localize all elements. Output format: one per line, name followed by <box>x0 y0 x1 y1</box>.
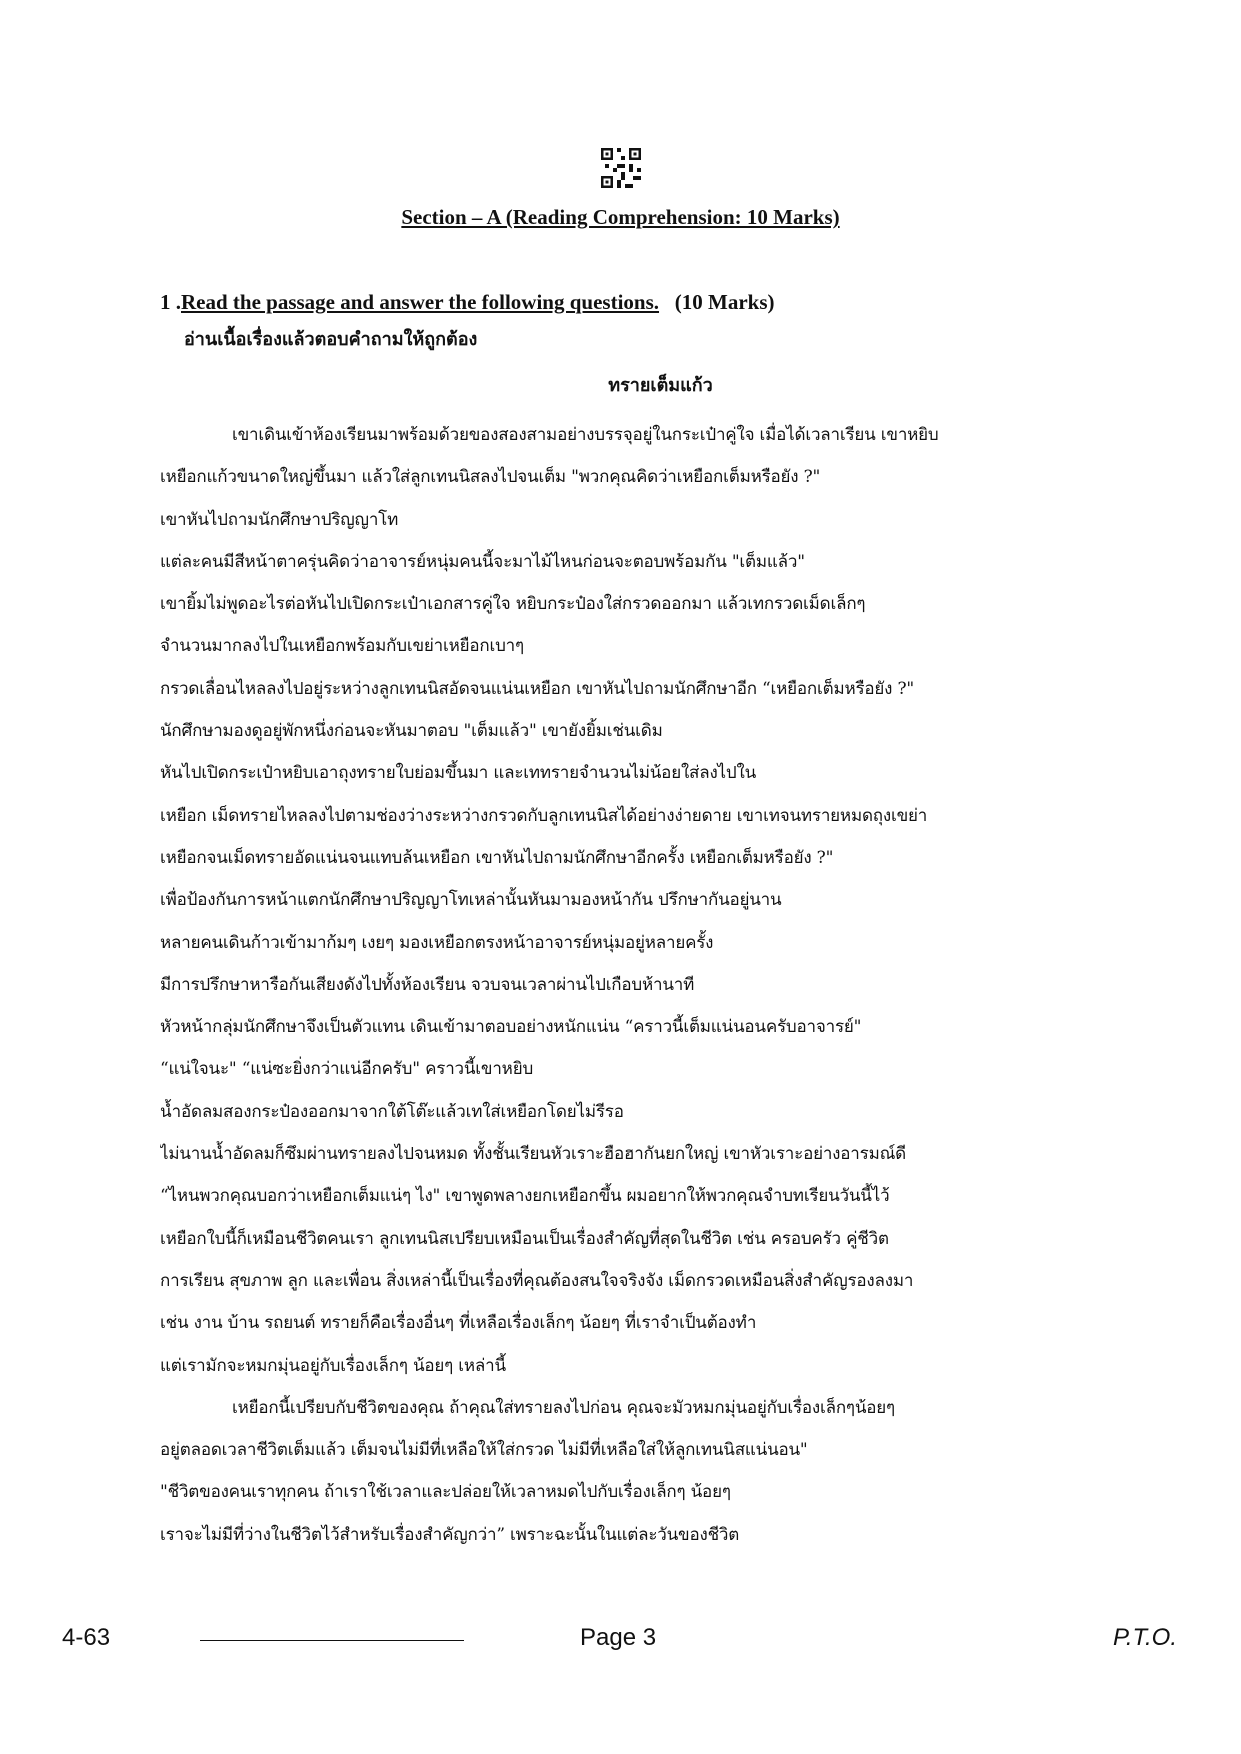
passage-line: “แน่ใจนะ" “แน่ซะยิ่งกว่าแน่อีกครับ" คราวนี้เขาหยิบ <box>160 1059 534 1080</box>
please-turn-over: P.T.O. <box>1112 1624 1177 1651</box>
passage-line: เขายิ้มไม่พูดอะไรต่อหันไปเปิดกระเป๋าเอกสารคู่ใจ หยิบกระป๋องใส่กรวดออกมา แล้วเทกรวดเม็ดเล็กๆ <box>160 594 866 615</box>
passage-line: "ชีวิตของคนเราทุกคน ถ้าเราใช้เวลาและปล่อยให้เวลาหมดไปกับเรื่องเล็กๆ น้อยๆ <box>160 1482 731 1503</box>
passage-line: อยู่ตลอดเวลาชีวิตเต็มแล้ว เต็มจนไม่มีที่เหลือให้ใส่กรวด ไม่มีที่เหลือใส่ให้ลูกเทนนิสแน่นอน" <box>160 1440 808 1461</box>
passage-line: แต่เรามักจะหมกมุ่นอยู่กับเรื่องเล็กๆ น้อยๆ เหล่านี้ <box>160 1355 506 1376</box>
qr-code-icon <box>601 148 641 188</box>
passage-line: เหยือกแก้วขนาดใหญ่ขึ้นมา แล้วใส่ลูกเทนนิสลงไปจนเต็ม "พวกคุณคิดว่าเหยือกเต็มหรือยัง ?" <box>160 467 821 488</box>
passage-line: หัวหน้ากลุ่มนักศึกษาจึงเป็นตัวแทน เดินเข้ามาตอบอย่างหนักแน่น “คราวนี้เต็มแน่นอนครับอาจารย์" <box>160 1017 862 1038</box>
passage <box>160 414 1100 1556</box>
passage-line: เราจะไม่มีที่ว่างในชีวิตไว้สำหรับเรื่องสำคัญกว่า” เพราะฉะนั้นในแต่ละวันของชีวิต <box>160 1524 740 1545</box>
passage-line: เหยือก เม็ดทรายไหลลงไปตามช่องว่างระหว่างกรวดกับลูกเทนนิสได้อย่างง่ายดาย เขาเทจนทรายหมดถุงเขย่า <box>160 805 928 826</box>
question-heading <box>160 290 775 315</box>
passage-line: เขาหันไปถามนักศึกษาปริญญาโท <box>160 509 399 530</box>
passage-line: เหยือกนี้เปรียบกับชีวิตของคุณ ถ้าคุณใส่ทรายลงไปก่อน คุณจะมัวหมกมุ่นอยู่กับเรื่องเล็กๆน้อยๆ <box>232 1397 895 1418</box>
passage-line: ไม่นานน้ำอัดลมก็ซึมผ่านทรายลงไปจนหมด ทั้งชั้นเรียนหัวเราะฮือฮากันยกใหญ่ เขาหัวเราะอย่างอารมณ์ดี <box>160 1144 906 1165</box>
passage-line: เขาเดินเข้าห้องเรียนมาพร้อมด้วยของสองสามอย่างบรรจุอยู่ในกระเป๋าคู่ใจ เมื่อได้เวลาเรียน เขาหยิบ <box>232 425 939 445</box>
passage-line: การเรียน สุขภาพ ลูก และเพื่อน สิ่งเหล่านี้เป็นเรื่องที่คุณต้องสนใจจริงจัง เม็ดกรวดเหมือนสิ่งสำคัญรองลงมา <box>160 1270 914 1291</box>
passage-line: นักศึกษามองดูอยู่พักหนึ่งก่อนจะหันมาตอบ "เต็มแล้ว" เขายังยิ้มเช่นเดิม <box>160 721 663 742</box>
passage-line: แต่ละคนมีสีหน้าตาครุ่นคิดว่าอาจารย์หนุ่มคนนี้จะมาไม้ไหนก่อนจะตอบพร้อมกัน "เต็มแล้ว" <box>160 551 805 572</box>
story-title: ทรายเต็มแก้ว <box>608 375 713 396</box>
question-number: 1 . <box>160 290 181 314</box>
question-thai-instruction: อ่านเนื้อเรื่องแล้วตอบคำถามให้ถูกต้อง <box>184 329 478 350</box>
exam-code: 4-63 <box>62 1624 111 1651</box>
passage-line: เช่น งาน บ้าน รถยนต์ ทรายก็คือเรื่องอื่นๆ ที่เหลือเรื่องเล็กๆ น้อยๆ ที่เราจำเป็นต้องทำ <box>160 1313 757 1334</box>
question-instruction: Read the passage and answer the following questions. <box>181 290 660 314</box>
passage-line: มีการปรึกษาหารือกันเสียงดังไปทั้งห้องเรียน จวบจนเวลาผ่านไปเกือบห้านาที <box>160 974 695 995</box>
passage-line: น้ำอัดลมสองกระป๋องออกมาจากใต้โต๊ะแล้วเทใส่เหยือกโดยไม่รีรอ <box>160 1101 624 1122</box>
passage-line: หันไปเปิดกระเป๋าหยิบเอาถุงทรายใบย่อมขึ้นมา และเททรายจำนวนไม่น้อยใส่ลงไปใน <box>160 763 757 784</box>
passage-line: เหยือกใบนี้ก็เหมือนชีวิตคนเรา ลูกเทนนิสเปรียบเหมือนเป็นเรื่องสำคัญที่สุดในชีวิต เช่น ครอบครัว คู่ชีวิต <box>160 1228 889 1249</box>
passage-line: กรวดเลื่อนไหลลงไปอยู่ระหว่างลูกเทนนิสอัดจนแน่นเหยือก เขาหันไปถามนักศึกษาอีก “เหยือกเต็มหรือยัง ?" <box>160 678 915 699</box>
page-number: Page 3 <box>580 1624 657 1651</box>
section-title: Section – A (Reading Comprehension: 10 Marks) <box>401 205 840 229</box>
passage-line: จำนวนมากลงไปในเหยือกพร้อมกับเขย่าเหยือกเบาๆ <box>160 636 524 657</box>
page-footer <box>0 1624 1241 1664</box>
passage-line: เหยือกจนเม็ดทรายอัดแน่นจนแทบล้นเหยือก เขาหันไปถามนักศึกษาอีกครั้ง เหยือกเต็มหรือยัง ?" <box>160 847 834 868</box>
footer-rule <box>200 1640 464 1641</box>
passage-line: เพื่อป้องกันการหน้าแตกนักศึกษาปริญญาโทเหล่านั้นหันมามองหน้ากัน ปรึกษากันอยู่นาน <box>160 890 782 911</box>
question-marks: (10 Marks) <box>674 290 775 314</box>
passage-line: หลายคนเดินก้าวเข้ามาก้มๆ เงยๆ มองเหยือกตรงหน้าอาจารย์หนุ่มอยู่หลายครั้ง <box>160 932 714 953</box>
passage-line: “ไหนพวกคุณบอกว่าเหยือกเต็มแน่ๆ ไง" เขาพูดพลางยกเหยือกขึ้น ผมอยากให้พวกคุณจำบทเรียนวันนี้ไว้ <box>160 1186 890 1207</box>
